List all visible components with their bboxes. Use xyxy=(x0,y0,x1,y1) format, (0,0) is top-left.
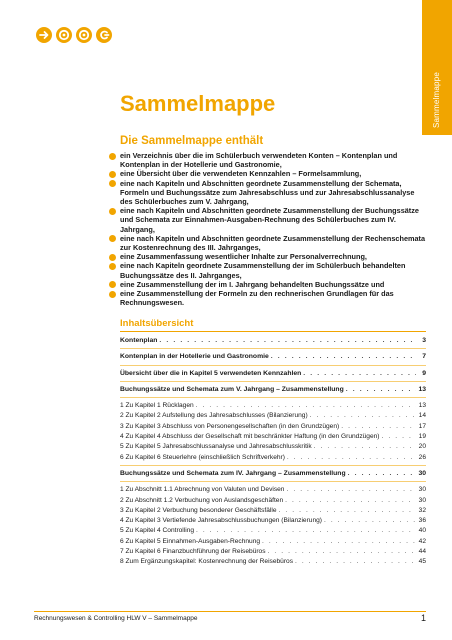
bullet-dot-icon xyxy=(109,254,116,261)
toc-dot-leader xyxy=(286,485,416,495)
toc-entry-page: 45 xyxy=(418,558,426,566)
page-number: 1 xyxy=(420,613,426,623)
page-title: Sammelmappe xyxy=(120,91,276,116)
toc-entry-label: 5 Zu Kapitel 4 Controlling xyxy=(120,527,195,535)
bullet-text: eine Zusammenstellung der Formeln zu den rechnerischen Grundlagen für das Rechnungswesen. xyxy=(120,289,394,308)
bullet-text: eine Zusammenfassung wesentlicher Inhalte zur Personalverrechnung, xyxy=(120,252,367,262)
toc-entry-label: 2 Zu Abschnitt 1.2 Verbuchung von Auslandsgeschäften xyxy=(120,496,284,504)
bullet-dot-icon xyxy=(109,281,116,288)
toc-entry-page: 9 xyxy=(422,369,426,377)
bullet-dot-icon xyxy=(109,180,116,187)
arrow-right-icon[interactable] xyxy=(36,27,52,43)
bullet-text: eine Zusammenstellung der im I. Jahrgang behandelten Buchungssätze und xyxy=(120,279,385,289)
toc-subentry[interactable] xyxy=(120,401,426,411)
bullet-text: ein Verzeichnis über die im Schülerbuch verwendeten Konten – Kontenplan und Kontenplan in der Hotellerie und Gastronomie, xyxy=(120,151,398,170)
toc-subentry[interactable] xyxy=(120,526,426,536)
bullet-text: eine nach Kapiteln geordnete Zusammenstellung der im Schülerbuch behandelten Buchungssätze des II. Jahrganges, xyxy=(120,261,406,280)
toc-dot-leader xyxy=(310,411,416,421)
bullet-item xyxy=(108,151,426,169)
target-icon[interactable] xyxy=(56,27,72,43)
bullet-item xyxy=(108,252,426,261)
toc-section-entry[interactable] xyxy=(120,385,426,395)
toc-separator xyxy=(120,381,426,382)
toc-entry-page: 3 xyxy=(422,337,426,344)
toc-entry-page: 30 xyxy=(418,496,426,504)
toc-entry-label: 4 Zu Kapitel 4 Abschluss der Gesellschaft mit beschränkter Haftung (in den Grundzügen) xyxy=(120,433,380,441)
toc-dot-leader xyxy=(279,506,416,516)
toc-entry-page: 19 xyxy=(418,433,426,441)
toc-separator xyxy=(120,365,426,366)
bullet-item xyxy=(108,280,426,289)
bullet-item xyxy=(108,289,426,307)
toc-entry-label: Buchungssätze und Schemata zum IV. Jahrgang – Zusammenstellung xyxy=(120,469,346,477)
toc-entry-page: 20 xyxy=(418,443,426,451)
toc-heading: Inhaltsübersicht xyxy=(120,318,194,329)
toc-dot-leader xyxy=(271,352,416,362)
toc-dot-leader xyxy=(324,516,416,526)
toc-dot-leader xyxy=(314,442,416,452)
toc-dot-leader xyxy=(341,422,416,432)
toc-entry-label: Buchungssätze und Schemata zum V. Jahrgang – Zusammenstellung xyxy=(120,385,344,393)
bullet-text: eine nach Kapiteln und Abschnitten geordnete Zusammenstellung der Rechenschemata zur Kostenrechnung des III. Jahrganges, xyxy=(120,233,426,253)
toc-entry-page: 30 xyxy=(418,469,426,477)
toc-dot-leader xyxy=(287,453,416,463)
target-icon[interactable] xyxy=(76,27,92,43)
toc-entry-label: 7 Zu Kapitel 6 Finanzbuchführung der Reisebüros xyxy=(120,548,266,556)
toc-entry-page: 42 xyxy=(418,537,426,545)
toc-entry-label: Kontenplan xyxy=(120,337,158,344)
toc-subentry[interactable] xyxy=(120,485,426,495)
nav-icon-row xyxy=(36,27,112,43)
bullet-item xyxy=(108,261,426,279)
toc-entry-page: 30 xyxy=(418,486,426,494)
toc-dot-leader xyxy=(262,537,416,547)
toc-dot-leader xyxy=(382,432,417,442)
toc-dot-leader xyxy=(159,336,416,346)
toc-section-entry[interactable] xyxy=(120,369,426,379)
toc-entry-label: 6 Zu Kapitel 6 Steuerlehre (einschließlich Schriftverkehr) xyxy=(120,453,285,461)
bullet-dot-icon xyxy=(109,291,116,298)
contents-bullet-list xyxy=(108,151,426,307)
toc-entry-label: 1 Zu Kapitel 1 Rücklagen xyxy=(120,402,194,410)
toc-subentry[interactable] xyxy=(120,442,426,452)
toc-entry-page: 44 xyxy=(418,548,426,556)
toc-subentry[interactable] xyxy=(120,537,426,547)
toc-entry-page: 40 xyxy=(418,527,426,535)
bullet-item xyxy=(108,234,426,252)
page-subtitle: Die Sammelmappe enthält xyxy=(120,135,264,147)
toc-entry-label: Übersicht über die in Kapitel 5 verwendeten Kennzahlen xyxy=(120,369,302,377)
arrow-back-icon[interactable] xyxy=(96,27,112,43)
toc-entry-label: 5 Zu Kapitel 5 Jahresabschlussanalyse und Jahresabschlusskritik xyxy=(120,443,312,451)
toc-dot-leader xyxy=(303,369,416,379)
toc-entry-page: 13 xyxy=(418,385,426,393)
toc-subentry[interactable] xyxy=(120,453,426,463)
bullet-item xyxy=(108,179,426,207)
bullet-text: eine nach Kapiteln und Abschnitten geordnete Zusammenstellung der Buchungssätze und Schemata zur Einnahmen-Ausgaben-Rechnung des Schülerbuches zum IV. Jahrgang, xyxy=(120,206,419,234)
toc-subentry[interactable] xyxy=(120,422,426,432)
bullet-item xyxy=(108,169,426,178)
bullet-dot-icon xyxy=(109,208,116,215)
toc-entry-page: 32 xyxy=(418,506,426,514)
toc-separator xyxy=(120,481,426,482)
toc-separator xyxy=(120,465,426,466)
section-side-tab xyxy=(422,0,452,135)
toc-entry-label: 6 Zu Kapitel 5 Einnahmen-Ausgaben-Rechnung xyxy=(120,537,261,545)
toc-separator xyxy=(120,348,426,349)
toc-dot-leader xyxy=(285,496,416,506)
toc-entry-label: 1 Zu Abschnitt 1.1 Abrechnung von Valuten und Devisen xyxy=(120,486,285,494)
toc-section-entry[interactable] xyxy=(120,469,426,479)
toc-section-entry[interactable] xyxy=(120,336,426,346)
bullet-item xyxy=(108,206,426,234)
toc-entry-page: 36 xyxy=(418,517,426,525)
toc-entry-page: 7 xyxy=(422,353,426,361)
bullet-text: eine nach Kapiteln und Abschnitten geordnete Zusammenstellung der Schemata, Formeln und Buchungssätze zum Jahresabschluss und zur Jahresabschlussanalyse des Schülerbuches zum V. Jahrgang, xyxy=(120,178,415,207)
toc-subentry[interactable] xyxy=(120,547,426,557)
toc-section-entry[interactable] xyxy=(120,352,426,362)
toc-subentry[interactable] xyxy=(120,432,426,442)
toc-entry-label: 3 Zu Kapitel 3 Abschluss von Personengesellschaften (in den Grundzügen) xyxy=(120,422,340,430)
footer-divider xyxy=(34,611,426,612)
toc-entry-label: 4 Zu Kapitel 3 Vertiefende Jahresabschlussbuchungen (Bilanzierung) xyxy=(120,517,322,525)
toc-subentry[interactable] xyxy=(120,496,426,506)
toc-entry-page: 26 xyxy=(418,453,426,461)
toc-entry-label: 8 Zum Ergänzungskapitel: Kostenrechnung der Reisebüros xyxy=(120,558,294,566)
bullet-dot-icon xyxy=(109,171,116,178)
bullet-text: eine Übersicht über die verwendeten Kennzahlen – Formelsammlung, xyxy=(120,169,362,179)
toc-entry-label: 2 Zu Kapitel 2 Aufstellung des Jahresabschlusses (Bilanzierung) xyxy=(120,412,308,420)
bullet-dot-icon xyxy=(109,153,116,160)
bullet-dot-icon xyxy=(109,235,116,242)
toc-subentry[interactable] xyxy=(120,557,426,567)
table-of-contents xyxy=(120,336,426,568)
toc-subentry[interactable] xyxy=(120,516,426,526)
toc-separator xyxy=(120,397,426,398)
footer-text: Rechnungswesen & Controlling HLW V – Sammelmappe xyxy=(34,615,198,622)
toc-subentry[interactable] xyxy=(120,506,426,516)
toc-dot-leader xyxy=(346,385,416,395)
toc-entry-page: 14 xyxy=(418,412,426,420)
toc-dot-leader xyxy=(348,469,416,479)
toc-dot-leader xyxy=(268,547,416,557)
toc-entry-label: 3 Zu Kapitel 2 Verbuchung besonderer Geschäftsfälle xyxy=(120,506,277,514)
toc-divider xyxy=(120,331,426,332)
toc-dot-leader xyxy=(196,401,416,411)
toc-entry-page: 17 xyxy=(418,422,426,430)
toc-subentry[interactable] xyxy=(120,411,426,421)
toc-entry-label: Kontenplan in der Hotellerie und Gastronomie xyxy=(120,353,269,361)
toc-entry-page: 13 xyxy=(418,402,426,410)
toc-dot-leader xyxy=(196,526,416,536)
toc-dot-leader xyxy=(295,557,416,567)
side-tab-label: Sammelmappe xyxy=(432,71,441,128)
bullet-dot-icon xyxy=(109,263,116,270)
